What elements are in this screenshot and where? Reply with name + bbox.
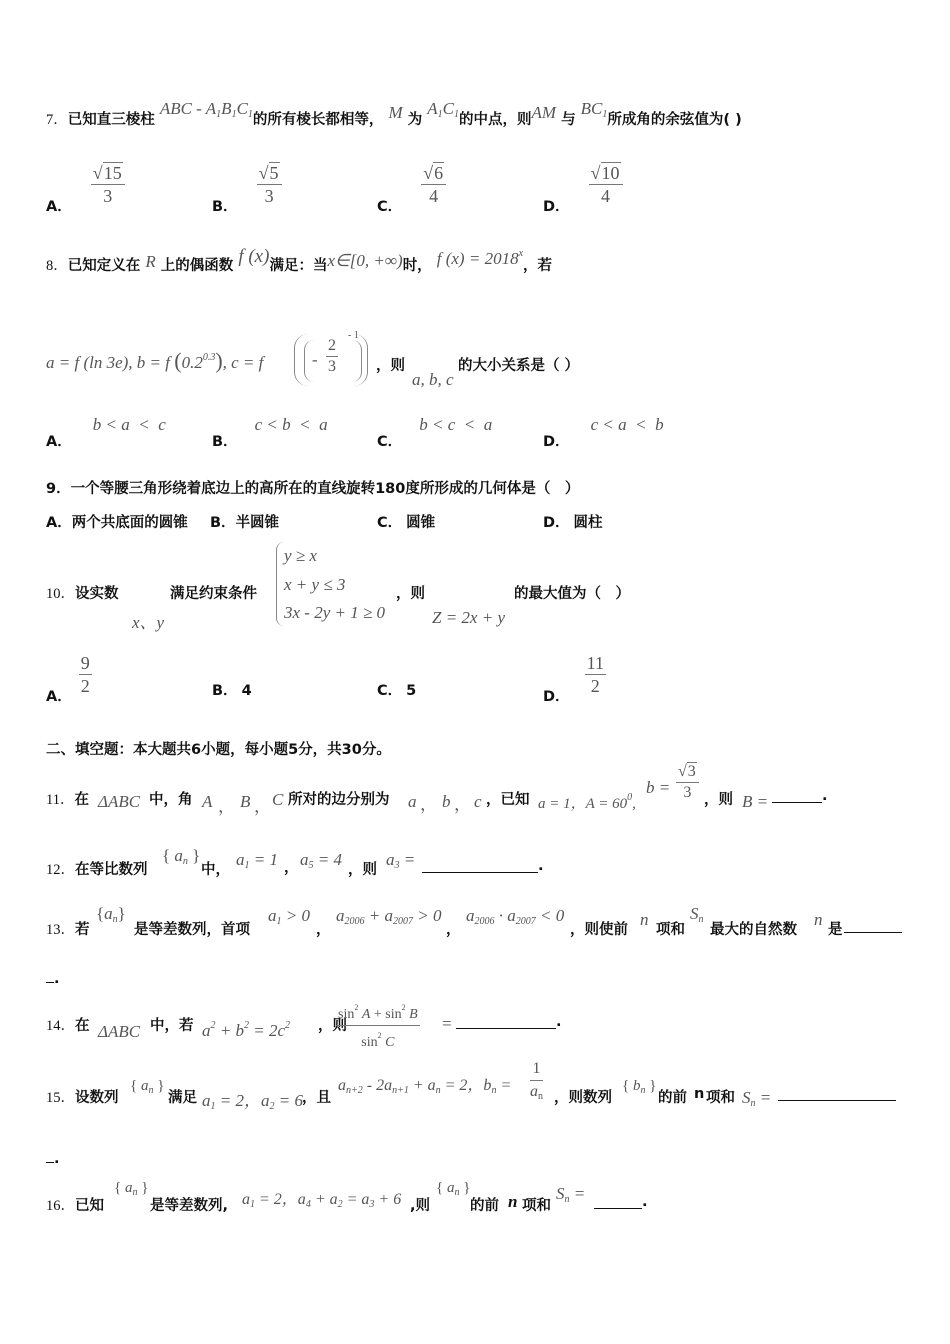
- q10-option-d[interactable]: D． $\frac{11}{2}$: [543, 653, 604, 705]
- q7-number: 7．: [46, 112, 68, 128]
- q7-text-4: 的中点，则: [459, 112, 532, 128]
- q9-option-d[interactable]: D． 圆柱: [543, 515, 603, 531]
- q8-option-b[interactable]: B． c < b < a: [212, 415, 328, 450]
- q7-text-1: 已知直三棱柱: [67, 112, 155, 128]
- q11-b-value: b =: [646, 778, 671, 797]
- q14-answer-blank[interactable]: [456, 1016, 556, 1029]
- q8-c-fraction: $\frac{2}{3}$: [328, 337, 336, 375]
- q10-constraint-3: 3x - 2y + 1 ≥ 0: [284, 603, 386, 622]
- q7-option-b-value: $\frac{√5}{3}$: [257, 162, 282, 207]
- q13-stem: 13．若 $\{a_n\}$ 是等差数列，首项 $a_1 > 0$ ， $a_{2006} + a_{2007} > 0$ ， $a_{2006} \cdot a_{2007} < 0$ ，则使前 n 项和 $S_n$ 最大的自然数 n 是: [46, 900, 906, 940]
- q10-number: 10．: [46, 586, 75, 602]
- q7-stem: [46, 99, 742, 130]
- q10-xy: x、y: [132, 613, 165, 632]
- q8-condition: x∈[0, +∞): [327, 251, 403, 270]
- q7-BC1: $BC_1$: [580, 99, 608, 120]
- q10-constraint-1: y ≥ x: [284, 546, 317, 565]
- q7-option-a-value: $\frac{√15}{3}$: [91, 162, 125, 207]
- q8-text-order: 的大小关系是（ ）: [458, 358, 580, 374]
- q15-continuation: .: [46, 1150, 60, 1167]
- q8-fx: f (x): [238, 246, 270, 267]
- q11-stem: 11．在 ΔABC 中，角 A ， B ， C 所对的边分别为 a ， b ， c ，已知 a = 1，$A = 60^0$, b = $\frac{√3}{3}$ ，则 B = .: [46, 763, 828, 816]
- q10-option-c[interactable]: C． 5: [377, 683, 417, 699]
- q12-sequence: { $a_n$ }: [162, 846, 201, 867]
- q14-triangle: ΔABC: [98, 1022, 141, 1041]
- q7-option-d[interactable]: D． $\frac{√10}{4}$: [543, 162, 623, 207]
- q10-option-a[interactable]: A． $\frac{9}{2}$: [46, 653, 90, 705]
- q9-stem: 9．一个等腰三角形绕着底边上的高所在的直线旋转180度所形成的几何体是（ ）: [46, 481, 580, 497]
- q9-option-a[interactable]: A．两个共底面的圆锥: [46, 515, 188, 531]
- q16-sequence: { $a_n$ }: [114, 1180, 149, 1198]
- q16-stem: 16．已知 { $a_n$ } 是等差数列, $a_1 = 2$，$a_4 + a_2 = a_3 + 6$ ,则 { $a_n$ } 的前 n 项和 $S_n$ = .: [46, 1180, 648, 1214]
- q8-R: R: [145, 252, 156, 271]
- q15-b-sequence: { $b_n$ }: [622, 1078, 657, 1096]
- q7-prism: ABC - $A_1B_1C_1$: [159, 99, 253, 120]
- q8-option-a[interactable]: A． b < a < c: [46, 415, 166, 450]
- q7-text-6: 所成角的余弦值为( ): [607, 112, 742, 128]
- q16-answer-blank[interactable]: [594, 1196, 642, 1209]
- q10-stem: 10．设实数 x、y 满足约束条件 y ≥ x x + y ≤ 3 3x - 2y + 1 ≥ 0 ，则 Z = 2x + y 的最大值为（ ）: [46, 540, 746, 632]
- q7-text-3: 为: [407, 112, 423, 128]
- q8-option-d[interactable]: D． c < a < b: [543, 415, 664, 450]
- q8-definition: f $(x) = 2018^x$: [436, 248, 524, 268]
- q13-continuation: .: [46, 970, 60, 987]
- q10-option-b[interactable]: B． 4: [212, 683, 252, 699]
- q15-recurrence: $a_{n+2} - 2a_{n+1} + a_n = 2$，$b_n$ =: [338, 1077, 512, 1096]
- q7-text-2: 的所有棱长都相等，: [252, 112, 384, 128]
- q7-option-c-value: $\frac{√6}{4}$: [421, 162, 446, 207]
- q8-number: 8．: [46, 258, 68, 274]
- q13-sequence: $\{a_n\}$: [96, 904, 126, 925]
- q7-AM: AM: [531, 103, 557, 122]
- q7-A1C1: $A_1C_1$: [427, 99, 459, 120]
- q7-M: M: [388, 103, 403, 122]
- q11-answer-blank[interactable]: [772, 790, 822, 803]
- q14-stem: 14．在 ΔABC 中，若 $a^2 + b^2 = 2c^2$ ，则 $\frac{\sin^2 A + \sin^2 B}{\sin^2 C}$ = .: [46, 998, 646, 1046]
- q9-option-c[interactable]: C． 圆锥: [377, 515, 436, 531]
- q8-option-c[interactable]: C． b < c < a: [377, 415, 493, 450]
- q11-given: a = 1，$A = 60^0$,: [538, 792, 636, 812]
- q11-triangle: ΔABC: [98, 792, 141, 811]
- q7-option-d-value: $\frac{√10}{4}$: [589, 162, 623, 207]
- section-2-heading: 二、填空题：本大题共6小题，每小题5分，共30分。: [46, 742, 391, 758]
- q7-option-c[interactable]: C． $\frac{√6}{4}$: [377, 162, 446, 207]
- q7-text-5: 与: [561, 112, 576, 128]
- q7-option-a[interactable]: A． $\frac{√15}{3}$: [46, 162, 125, 207]
- q12-stem: 12．在等比数列 { $a_n$ } 中， $a_1 = 1$ ， $a_5 = 4$ ，则 $a_3$ = .: [46, 846, 544, 878]
- q8-stem: 8．已知定义在 R 上的偶函数 f (x)满足：当x∈[0, +∞)时， f $(x) = 2018^x$，若: [46, 246, 553, 274]
- q12-answer-blank[interactable]: [422, 860, 538, 873]
- q10-objective: Z = 2x + y: [432, 608, 505, 627]
- q8-abc: a, b, c: [412, 370, 454, 389]
- q8-text-then: ，则: [376, 358, 405, 374]
- q15-answer-blank[interactable]: [778, 1088, 896, 1101]
- q8-abc-definition: a = f (ln 3e), b = f $(0.2^{0.3})$, c = f: [46, 348, 264, 373]
- q14-expression: $\frac{\sin^2 A + \sin^2 B}{\sin^2 C}$: [336, 998, 420, 1053]
- q13-answer-blank[interactable]: [844, 920, 902, 933]
- q9-option-b[interactable]: B．半圆锥: [210, 515, 280, 531]
- q15-stem: 15．设数列 { $a_n$ } 满足 $a_1 = 2$，$a_2 = 6$ ，且 $a_{n+2} - 2a_{n+1} + a_n = 2$，$b_n$ = $\frac{1}{a_n}$ ，则数列 { $b_n$ } 的前 n 项和 $S_n$ =: [46, 1058, 906, 1110]
- q15-sequence: { $a_n$ }: [130, 1078, 165, 1096]
- q10-constraint-2: x + y ≤ 3: [284, 575, 346, 594]
- q7-option-b[interactable]: B． $\frac{√5}{3}$: [212, 162, 282, 207]
